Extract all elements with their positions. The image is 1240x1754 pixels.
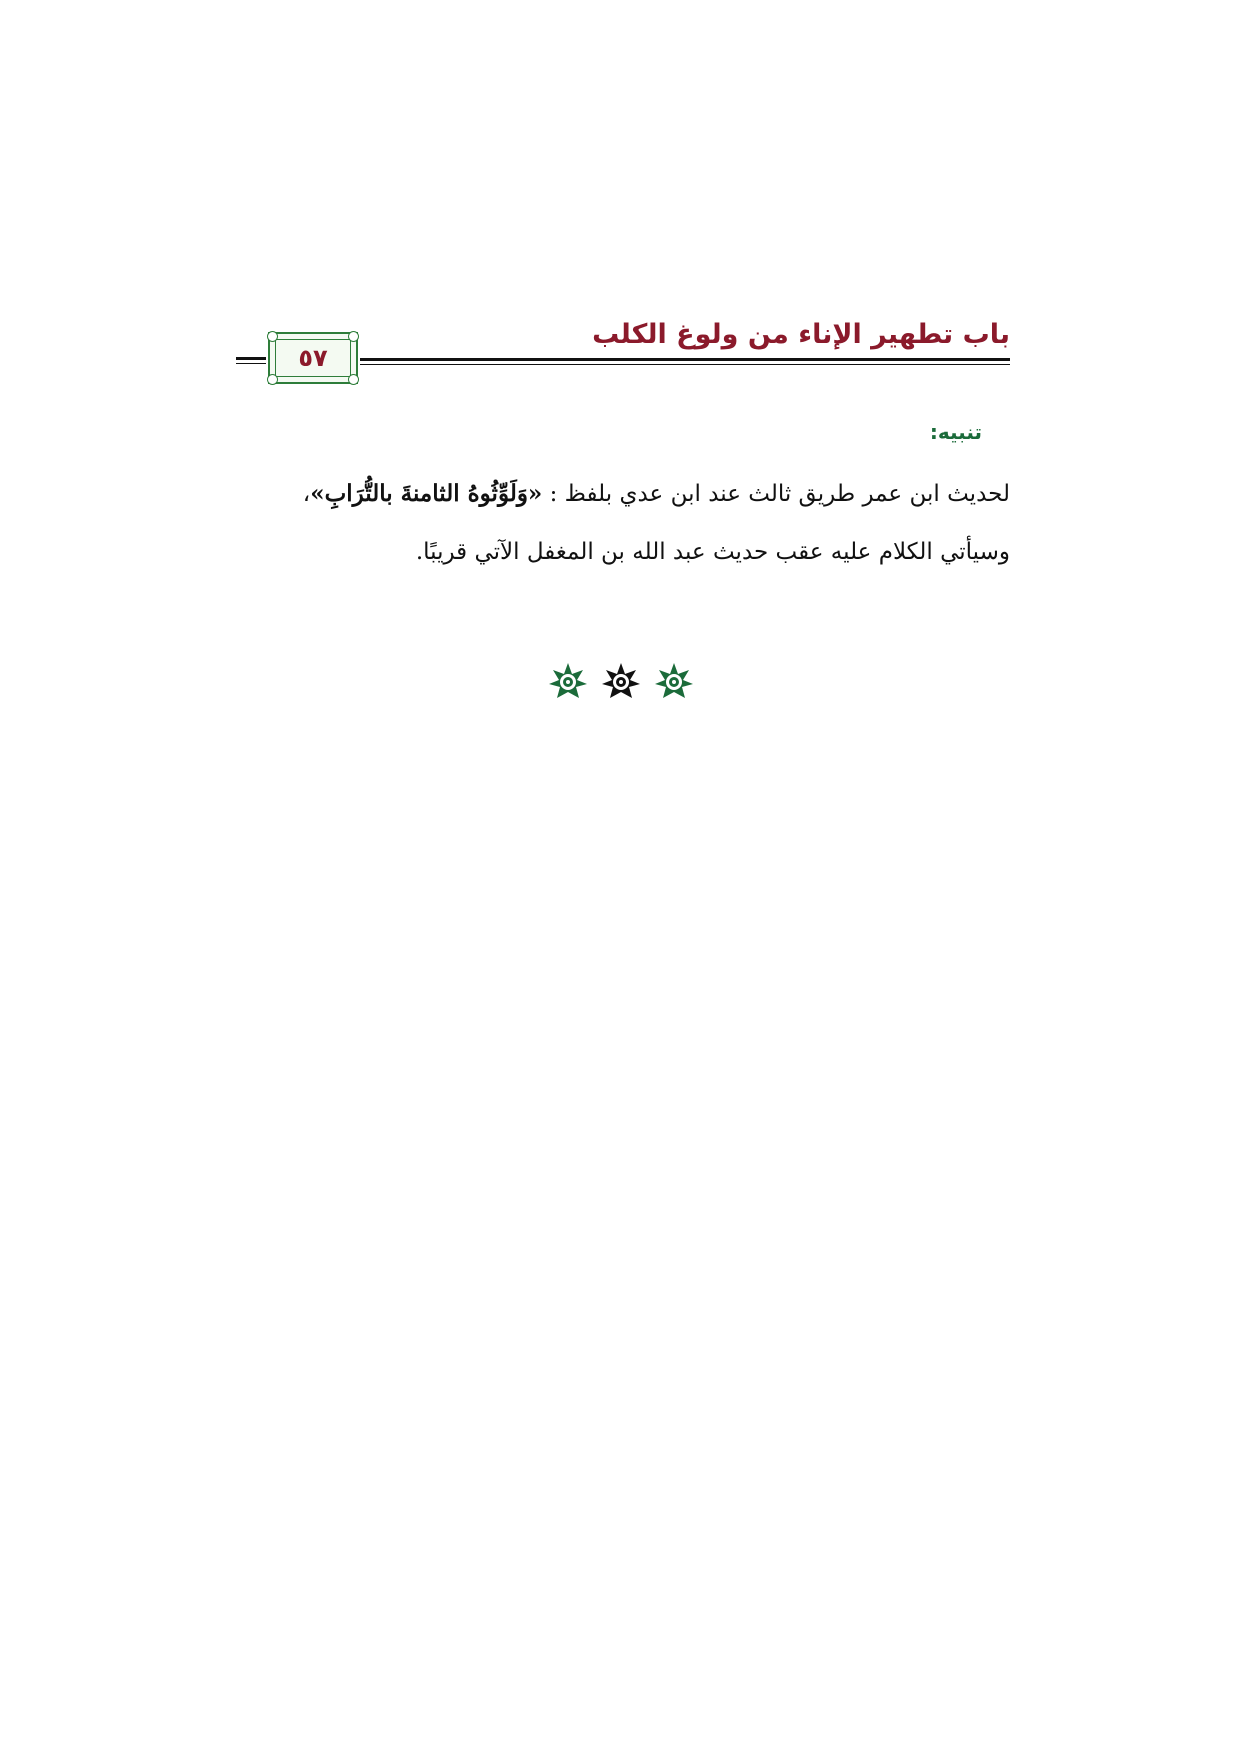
- body-line-1-end: ،: [302, 481, 311, 507]
- page-header: [236, 318, 1010, 390]
- header-rule-left-top: [236, 357, 266, 360]
- frame-corner-ornament: [348, 374, 359, 385]
- frame-corner-ornament: [348, 331, 359, 342]
- note-label: تنبيه:: [929, 420, 982, 444]
- hadith-quote: «وَلَوِّثُوهُ الثامنةَ بالتُّرَابِ»: [310, 480, 543, 507]
- frame-corner-ornament: [267, 331, 278, 342]
- header-rule-right-top: [360, 358, 1010, 361]
- page-number-frame: [268, 332, 358, 384]
- flower-ornament-icon: [601, 662, 641, 702]
- flower-ornament-icon: [654, 662, 694, 702]
- header-rule-right-bottom: [360, 364, 1010, 365]
- chapter-title: باب تطهير الإناء من ولوغ الكلب: [592, 319, 1010, 350]
- body-line-1: [272, 478, 1010, 510]
- page-number: ٥٧: [298, 344, 328, 372]
- body-line-2: وسيأتي الكلام عليه عقب حديث عبد الله بن المغفل الآتي قريبًا.: [415, 539, 1010, 565]
- header-rule-left-bottom: [236, 363, 266, 364]
- section-divider-ornaments: [548, 662, 694, 702]
- frame-corner-ornament: [267, 374, 278, 385]
- flower-ornament-icon: [548, 662, 588, 702]
- body-line-1-text: لحديث ابن عمر طريق ثالث عند ابن عدي بلفظ :: [542, 481, 1010, 507]
